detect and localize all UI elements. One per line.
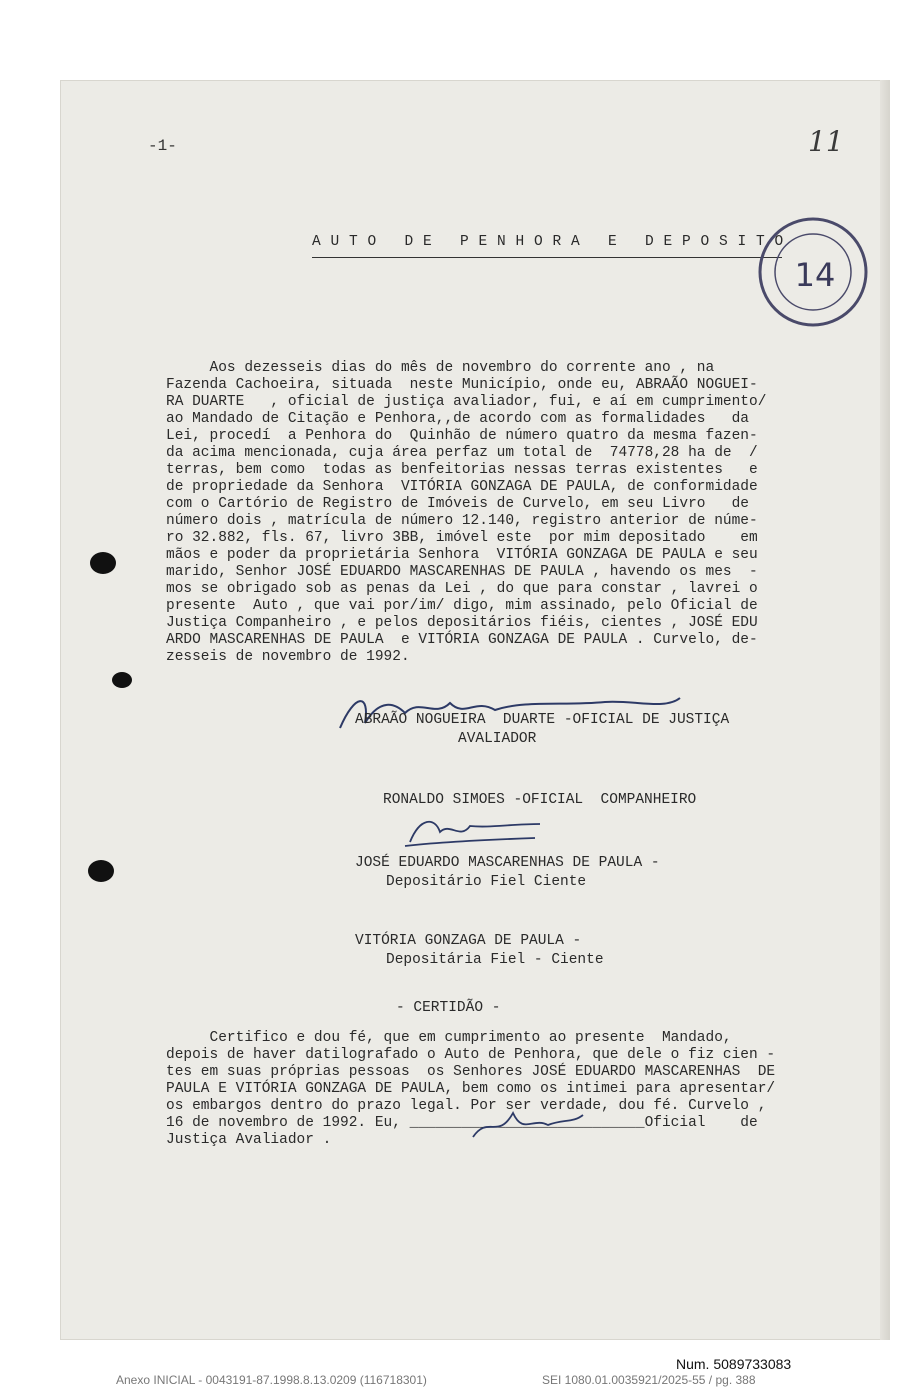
body-line: mãos e poder da proprietária Senhora VITÓRIA GONZAGA DE PAULA e seu [166, 547, 758, 563]
body-line: ARDO MASCARENHAS DE PAULA e VITÓRIA GONZAGA DE PAULA . Curvelo, de- [166, 632, 758, 648]
body-line: número dois , matrícula de número 12.140, registro anterior de núme- [166, 513, 758, 529]
body-line: RA DUARTE , oficial de justiça avaliador, fui, e aí em cumprimento/ [166, 394, 767, 410]
certidao-line: Certifico e dou fé, que em cumprimento ao presente Mandado, [166, 1030, 732, 1046]
sei-reference: SEI 1080.01.0035921/2025-55 / pg. 388 [542, 1373, 756, 1387]
annex-reference: Anexo INICIAL - 0043191-87.1998.8.13.0209 (116718301) [116, 1373, 427, 1387]
officer-role: AVALIADOR [458, 731, 537, 747]
stamp-number: 14 [794, 256, 836, 294]
companion-signature [400, 812, 550, 852]
body-line: Fazenda Cachoeira, situada neste Município, onde eu, ABRAÃO NOGUEI- [166, 377, 758, 393]
body-line: ro 32.882, fls. 67, livro 3BB, imóvel este por mim depositado em [166, 530, 758, 546]
certidao-signature [468, 1105, 588, 1145]
certidao-line: Justiça Avaliador . [166, 1132, 332, 1148]
protocol-stamp [757, 216, 869, 328]
document-number: Num. 5089733083 [676, 1356, 792, 1372]
folio-handwritten: 11 [808, 125, 844, 158]
punch-hole-2 [112, 672, 132, 688]
certidao-line: depois de haver datilografado o Auto de Penhora, que dele o fiz cien - [166, 1047, 776, 1063]
certidao-heading: - CERTIDÃO - [396, 1000, 501, 1016]
body-line: terras, bem como todas as benfeitorias nessas terras existentes e [166, 462, 758, 478]
body-line: zesseis de novembro de 1992. [166, 649, 410, 665]
body-line: marido, Senhor JOSÉ EDUARDO MASCARENHAS DE PAULA , havendo os mes - [166, 564, 758, 580]
body-line: mos se obrigado sob as penas da Lei , do que para constar , lavrei o [166, 581, 758, 597]
depositary-1-role: Depositário Fiel Ciente [386, 874, 587, 890]
document-title: AUTO DE PENHORA E DEPOSITO [312, 234, 794, 250]
depositary-2-name: VITÓRIA GONZAGA DE PAULA - [355, 933, 582, 949]
body-line: Justiça Companheiro , e pelos depositários fiéis, cientes , JOSÉ EDU [166, 615, 758, 631]
body-line: Aos dezesseis dias do mês de novembro do corrente ano , na [166, 360, 715, 376]
punch-hole-1 [90, 552, 116, 574]
companion-officer: RONALDO SIMOES -OFICIAL COMPANHEIRO [383, 792, 697, 808]
body-line: Lei, procedí a Penhora do Quinhão de número quatro da mesma fazen- [166, 428, 758, 444]
body-line: de propriedade da Senhora VITÓRIA GONZAGA DE PAULA, de conformidade [166, 479, 758, 495]
officer-name: ABRAÃO NOGUEIRA DUARTE -OFICIAL DE JUSTIÇA [355, 712, 730, 728]
certidao-line: os embargos dentro do prazo legal. Por ser verdade, dou fé. Curvelo , [166, 1098, 767, 1114]
body-line: presente Auto , que vai por/im/ digo, mim assinado, pelo Oficial de [166, 598, 758, 614]
punch-hole-3 [88, 860, 114, 882]
title-underline [312, 257, 782, 258]
body-line: ao Mandado de Citação e Penhora,,de acordo com as formalidades da [166, 411, 749, 427]
depositary-1-name: JOSÉ EDUARDO MASCARENHAS DE PAULA - [355, 855, 660, 871]
certidao-line: PAULA E VITÓRIA GONZAGA DE PAULA, bem como os intimei para apresentar/ [166, 1081, 776, 1097]
page-number-mark: -1- [148, 137, 177, 155]
body-line: da acima mencionada, cuja área perfaz um total de 74778,28 ha de / [166, 445, 758, 461]
certidao-line: tes em suas próprias pessoas os Senhores JOSÉ EDUARDO MASCARENHAS DE [166, 1064, 776, 1080]
body-line: com o Cartório de Registro de Imóveis de Curvelo, em seu Livro de [166, 496, 749, 512]
certidao-line: 16 de novembro de 1992. Eu, ___________________________Oficial de [166, 1115, 758, 1131]
depositary-2-role: Depositária Fiel - Ciente [386, 952, 604, 968]
